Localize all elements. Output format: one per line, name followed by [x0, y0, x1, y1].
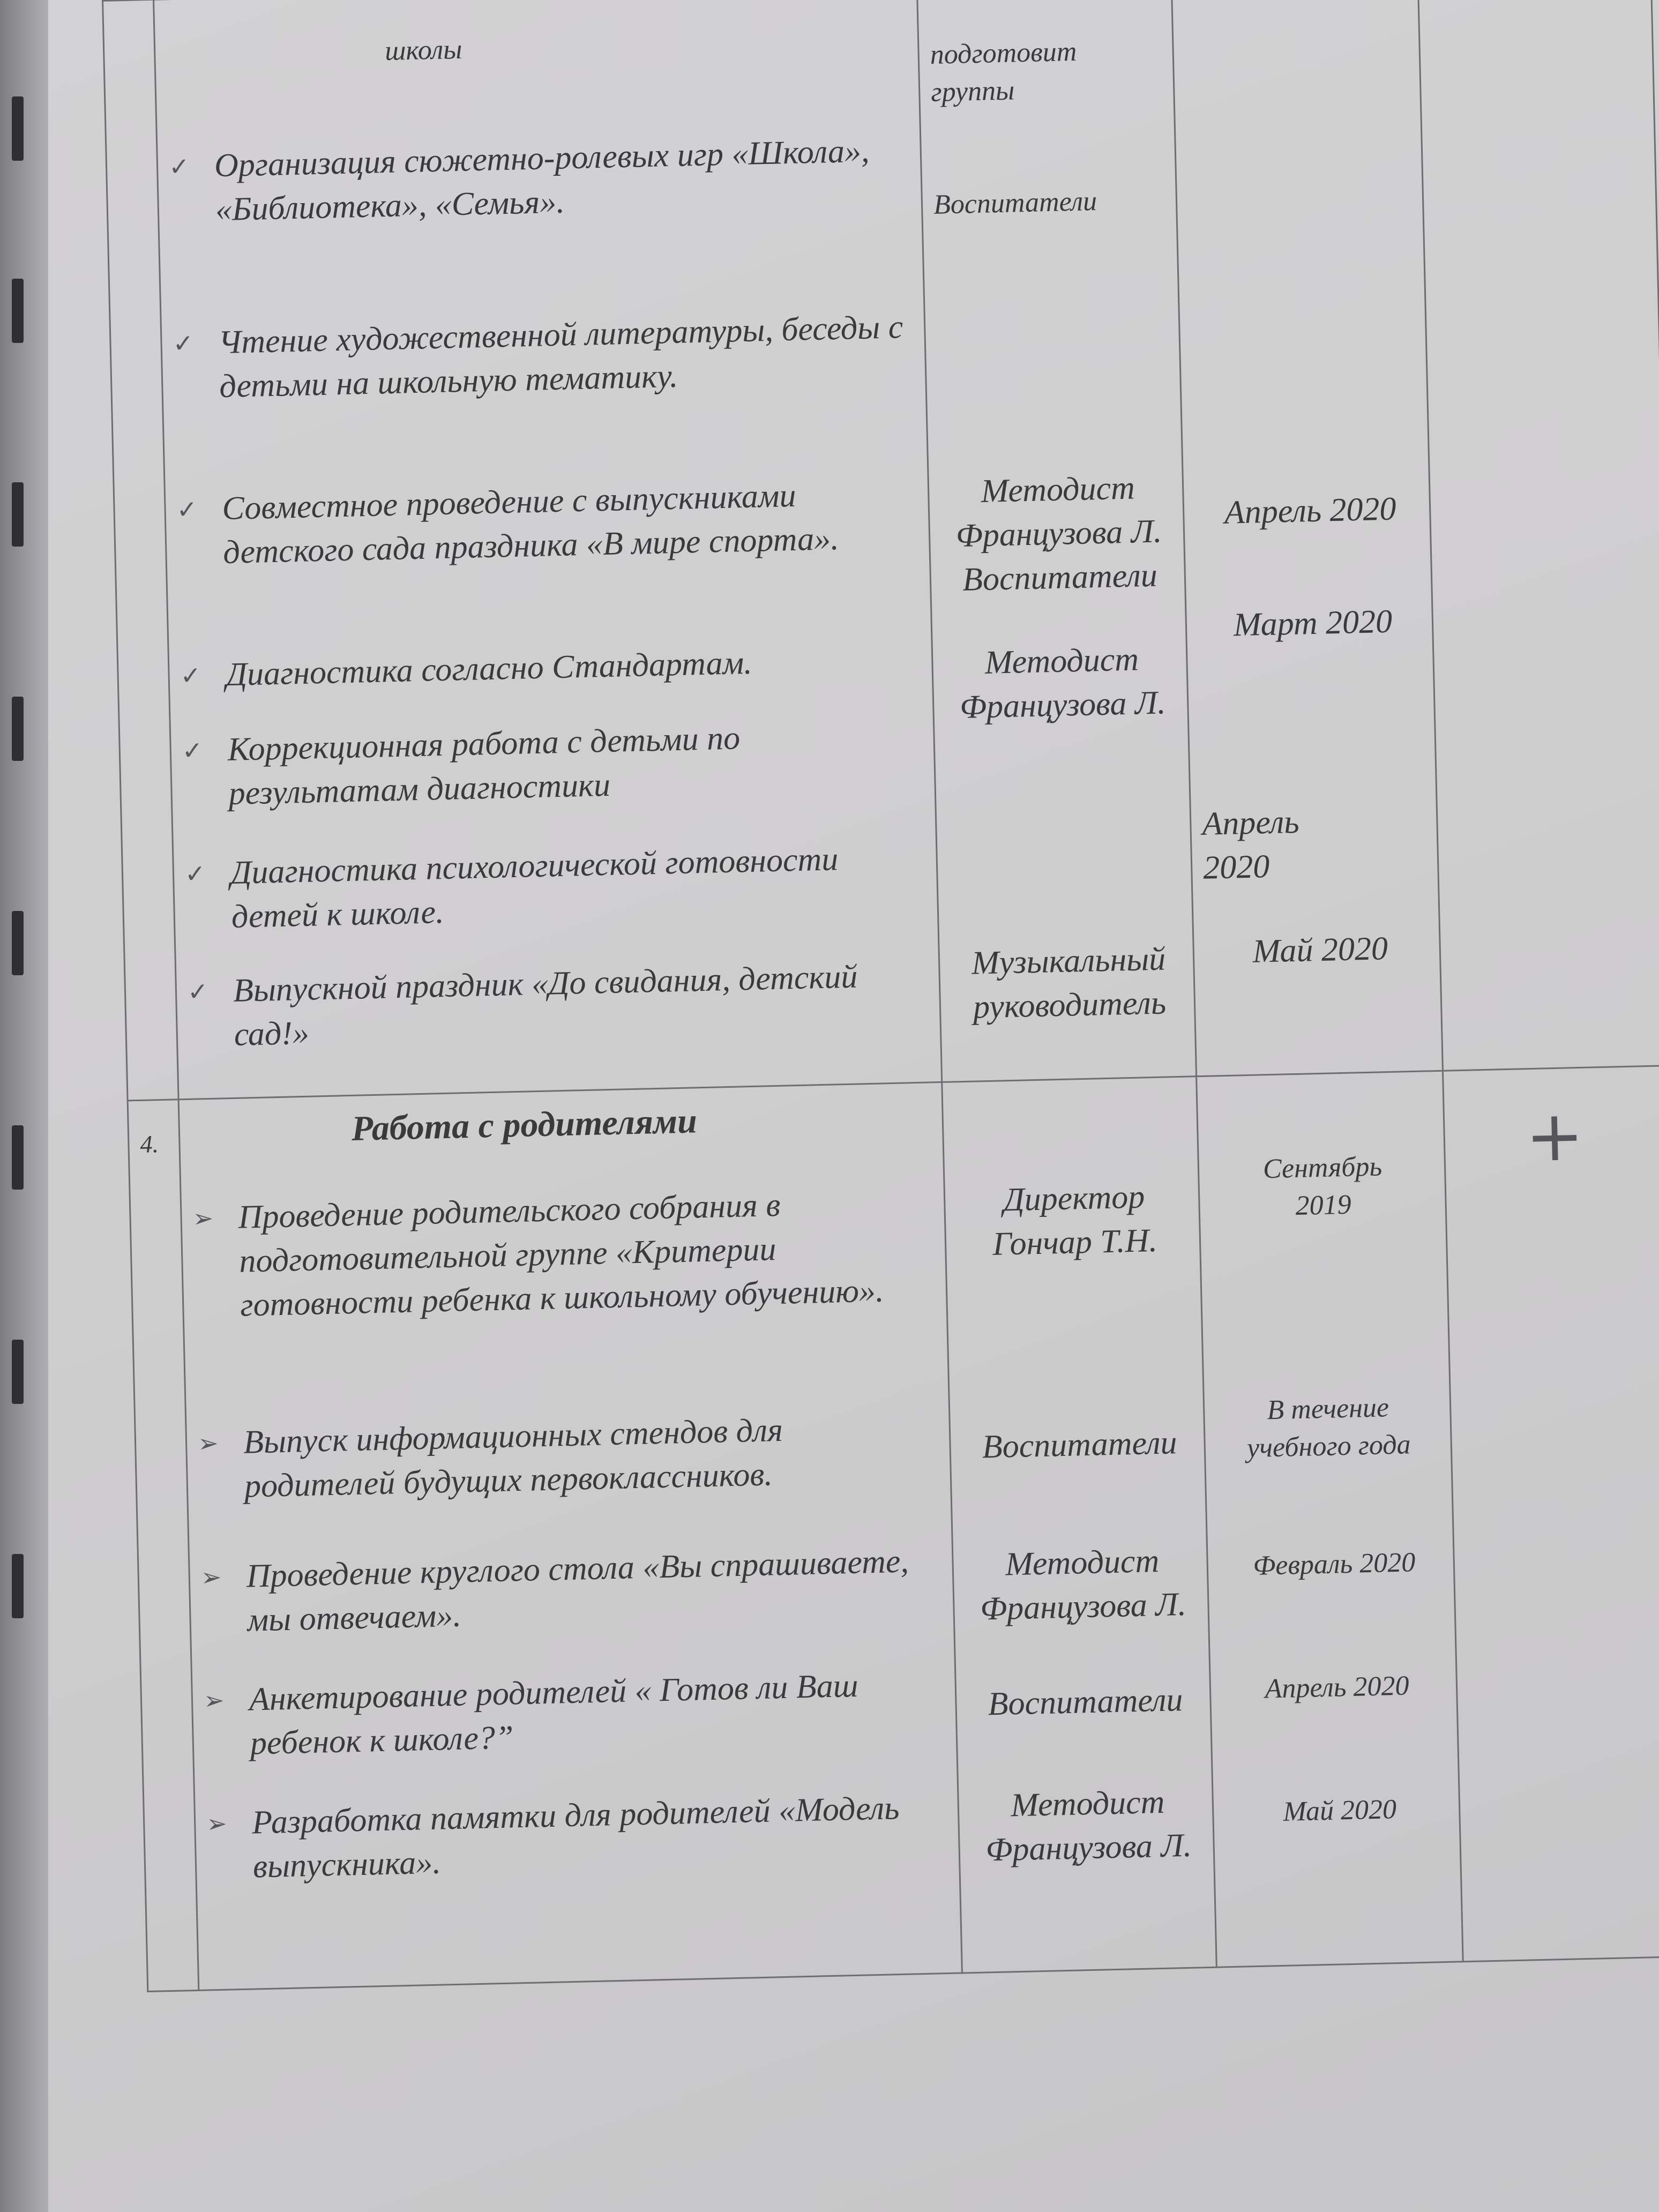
item-text: Выпускной праздник «До свидания, детский сад!»: [233, 958, 858, 1053]
date-text: Апрель 2020: [1201, 803, 1300, 886]
item-text: Анкетирование родителей « Готов ли Ваш ребенок к школе?”: [249, 1667, 859, 1762]
mark-cell: [1443, 1065, 1659, 1961]
date-text: Май 2020: [1282, 1794, 1397, 1827]
responsible-cell: [917, 0, 1196, 1082]
responsible-text: Методист Французова Л.: [980, 1542, 1187, 1627]
document-page: [48, 0, 1659, 2212]
table-row-top-section: [103, 0, 1659, 1101]
section-title: Работа с родителями: [351, 1101, 698, 1148]
activities-cell: [178, 1082, 962, 1990]
table-row-parents-section: [128, 1065, 1659, 1991]
responsible-text: Воспитатели: [982, 1424, 1178, 1466]
item-text: Диагностика согласно Стандартам.: [225, 644, 753, 693]
binder-hole: [12, 1125, 24, 1190]
list-item: [203, 1662, 944, 1766]
responsible-text: Воспитатели: [933, 185, 1097, 220]
responsible-text: Методист Французова Л.: [959, 641, 1167, 726]
binder-hole: [12, 96, 24, 161]
date-text: Апрель 2020: [1224, 490, 1397, 531]
responsible-text: Директор Гончар Т.Н.: [992, 1178, 1158, 1262]
list-item: [168, 128, 909, 233]
binder-hole: [12, 1340, 24, 1404]
date-text: Апрель 2020: [1264, 1670, 1410, 1705]
item-text: Совместное проведение с выпускниками детского сада праздника «В мире спорта».: [221, 477, 840, 571]
check-icon: ✓: [184, 859, 206, 888]
date-text: Май 2020: [1252, 930, 1388, 970]
arrow-bullet-icon: ➢: [206, 1809, 228, 1839]
responsible-text: Методист Французова Л.: [985, 1783, 1192, 1869]
list-item: [184, 835, 925, 940]
item-text: Организация сюжетно-ролевых игр «Школа», «Библиотека», «Семья».: [214, 132, 870, 228]
plus-mark: +: [1525, 1094, 1585, 1178]
item-text: Выпуск информационных стендов для родителей будущих первоклассников.: [243, 1411, 783, 1505]
arrow-bullet-icon: ➢: [192, 1203, 214, 1233]
list-item: [206, 1785, 947, 1889]
head-fragment-activity: школы: [384, 34, 463, 67]
item-text: Разработка памятки для родителей «Модель выпускника».: [251, 1790, 900, 1885]
binder-hole: [12, 697, 24, 761]
list-item: [176, 471, 917, 576]
check-icon: ✓: [187, 976, 209, 1006]
plan-table: [102, 0, 1659, 1992]
responsible-text: Музыкальный руководитель: [971, 940, 1167, 1026]
binder-hole: [12, 911, 24, 975]
date-cell: [1197, 1071, 1463, 1967]
check-icon: ✓: [180, 661, 201, 690]
head-fragment-responsible: подготовит группы: [930, 36, 1077, 108]
item-text: Проведение родительского собрания в подготовительной группе «Критерии готовности ребенка к школьному обучению».: [237, 1186, 885, 1324]
binder-hole: [12, 1554, 24, 1618]
mark-cell: [1418, 0, 1659, 1071]
check-icon: ✓: [176, 495, 198, 525]
check-icon: ✓: [182, 736, 203, 765]
binder-hole: [12, 279, 24, 343]
section-number: 4.: [139, 1130, 159, 1158]
arrow-bullet-icon: ➢: [197, 1428, 219, 1458]
arrow-bullet-icon: ➢: [203, 1685, 225, 1715]
item-text: Чтение художественной литературы, беседы с детьми на школьную тематику.: [218, 309, 903, 405]
date-text: В течение учебного года: [1246, 1392, 1411, 1464]
date-text: Сентябрь 2019: [1262, 1151, 1382, 1222]
date-text: Февраль 2020: [1252, 1547, 1416, 1582]
date-cell: [1171, 0, 1443, 1077]
list-item: [187, 953, 928, 1058]
responsible-cell: [942, 1077, 1217, 1973]
activities-cell: [154, 0, 942, 1100]
list-item: [197, 1404, 938, 1509]
list-item: [200, 1538, 941, 1643]
responsible-text: Методист Французова Л. Воспитатели: [955, 469, 1162, 598]
list-item: [180, 637, 921, 698]
binder-hole: [12, 482, 24, 547]
item-text: Коррекционная работа с детьми по результатам диагностики: [227, 720, 741, 812]
item-text: Проведение круглого стола «Вы спрашиваете, мы отвечаем».: [246, 1543, 909, 1639]
list-item: [182, 712, 923, 817]
list-item: [173, 305, 914, 409]
date-text: Март 2020: [1233, 603, 1393, 644]
plan-sheet: [102, 0, 1659, 2062]
check-icon: ✓: [172, 328, 194, 358]
item-text: Диагностика психологической готовности детей к школе.: [230, 841, 839, 935]
check-icon: ✓: [168, 152, 190, 182]
list-item: [192, 1179, 935, 1328]
arrow-bullet-icon: ➢: [200, 1562, 222, 1592]
responsible-text: Воспитатели: [987, 1682, 1184, 1723]
